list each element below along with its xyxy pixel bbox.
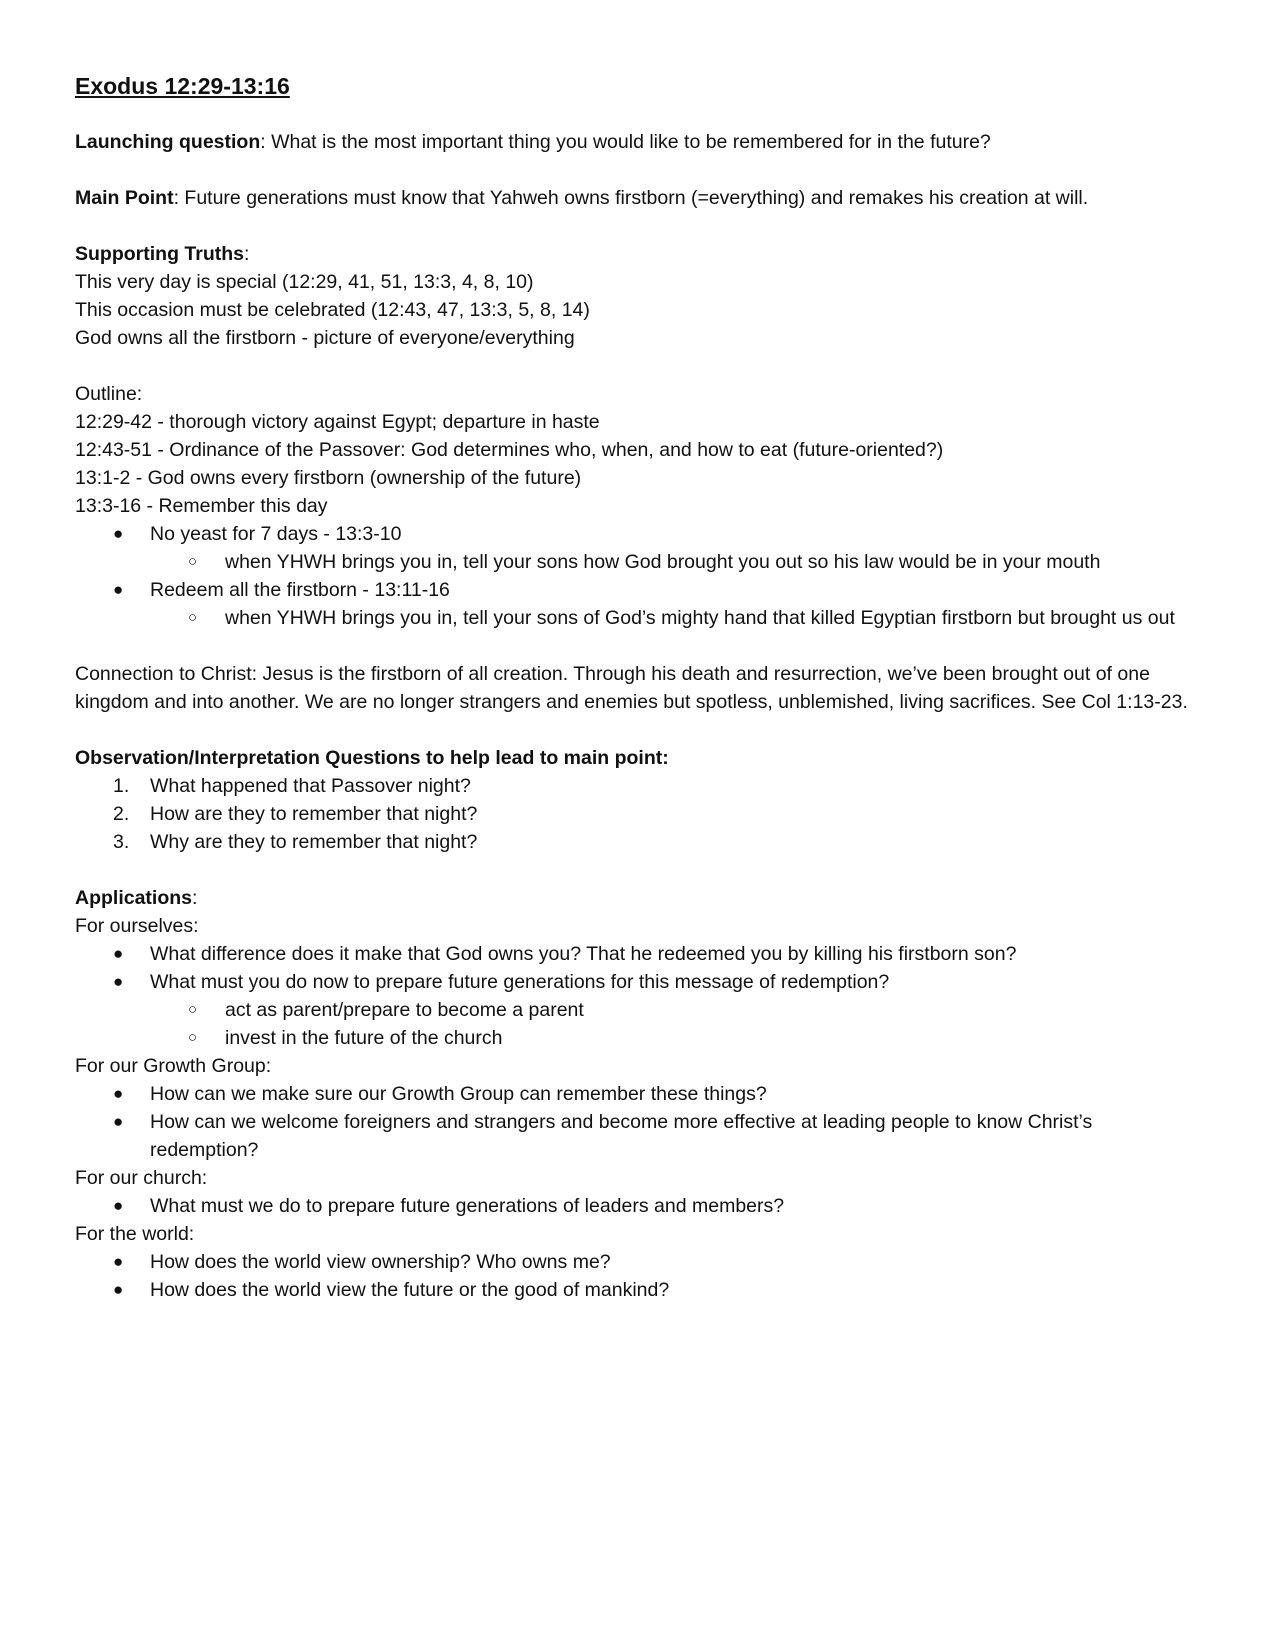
list-item-text: How can we make sure our Growth Group can remember these things?	[150, 1083, 767, 1105]
list-item-text: How does the world view ownership? Who owns me?	[150, 1251, 611, 1273]
main-point	[75, 184, 1205, 212]
list-item	[75, 1276, 1205, 1304]
list-item	[75, 1248, 1205, 1276]
supporting-truths	[75, 240, 1205, 352]
list-item	[75, 1108, 1205, 1164]
supporting-truth-line: This very day is special (12:29, 41, 51, 13:3, 4, 8, 10)	[75, 271, 534, 293]
main-point-label: Main Point	[75, 187, 174, 209]
bullet-icon: ●	[113, 1196, 124, 1215]
bullet-icon: ●	[113, 1084, 124, 1103]
outline-line: 13:1-2 - God owns every firstborn (ownership of the future)	[75, 467, 582, 489]
numbered-item	[75, 772, 1205, 800]
circle-bullet-icon: ○	[188, 609, 198, 626]
observation-label: Observation/Interpretation Questions to help lead to main point:	[75, 747, 669, 769]
numbered-item	[75, 800, 1205, 828]
list-item-text: How can we welcome foreigners and strangers and become more effective at leading people to know Christ’s redemption?	[150, 1111, 1093, 1161]
main-point-text: : Future generations must know that Yahweh owns firstborn (=everything) and remakes his creation at will.	[173, 187, 1089, 209]
list-item-text: What must you do now to prepare future generations for this message of redemption?	[150, 971, 890, 993]
list-item	[75, 520, 1205, 548]
supporting-truth-line: This occasion must be celebrated (12:43, 47, 13:3, 5, 8, 14)	[75, 299, 590, 321]
list-item-text: How does the world view the future or the good of mankind?	[150, 1279, 670, 1301]
supporting-truths-label: Supporting Truths	[75, 243, 244, 265]
page-title: Exodus 12:29-13:16	[75, 73, 290, 99]
circle-bullet-icon: ○	[188, 1001, 198, 1018]
list-item-text: when YHWH brings you in, tell your sons how God brought you out so his law would be in your mouth	[225, 551, 1101, 573]
list-item	[75, 968, 1205, 996]
list-item	[75, 940, 1205, 968]
outline-line: 13:3-16 - Remember this day	[75, 495, 328, 517]
connection-to-christ: Connection to Christ: Jesus is the firstborn of all creation. Through his death and resurrection, we’ve been brought out of one kingdom and into another. We are no longer strangers and enemies but spotless, unblemished, living sacrifices. See Col 1:13-23.	[75, 663, 1188, 713]
document-page	[75, 70, 1205, 1304]
list-item	[75, 1080, 1205, 1108]
supporting-truth-line: God owns all the firstborn - picture of everyone/everything	[75, 327, 575, 349]
bullet-icon: ●	[113, 944, 124, 963]
list-item	[75, 576, 1205, 604]
applications-colon: :	[192, 887, 198, 909]
outline-line: 12:43-51 - Ordinance of the Passover: God determines who, when, and how to eat (future-oriented?)	[75, 439, 944, 461]
circle-bullet-icon: ○	[188, 1029, 198, 1046]
list-item-text: when YHWH brings you in, tell your sons of God’s mighty hand that killed Egyptian firstborn but brought us out	[225, 607, 1175, 629]
bullet-icon: ●	[113, 524, 124, 543]
applications-section	[75, 884, 1205, 1304]
circle-bullet-icon: ○	[188, 553, 198, 570]
outline-line: 12:29-42 - thorough victory against Egypt; departure in haste	[75, 411, 600, 433]
bullet-icon: ●	[113, 1280, 124, 1299]
outline-section	[75, 380, 1205, 632]
list-item	[75, 996, 1205, 1024]
list-item	[75, 548, 1205, 576]
for-church-label: For our church:	[75, 1167, 208, 1189]
launching-question-label: Launching question	[75, 131, 261, 153]
item-text: Why are they to remember that night?	[150, 831, 478, 853]
item-text: What happened that Passover night?	[150, 775, 471, 797]
bullet-icon: ●	[113, 1112, 124, 1131]
launching-question-text: : What is the most important thing you would like to be remembered for in the future?	[260, 131, 991, 153]
outline-label: Outline:	[75, 383, 143, 405]
item-number: 1.	[113, 775, 130, 797]
bullet-icon: ●	[113, 580, 124, 599]
for-ourselves-label: For ourselves:	[75, 915, 199, 937]
applications-label: Applications	[75, 887, 193, 909]
list-item-text: invest in the future of the church	[225, 1027, 503, 1049]
list-item	[75, 1192, 1205, 1220]
observation-section	[75, 744, 1205, 856]
list-item-text: What difference does it make that God owns you? That he redeemed you by killing his firstborn son?	[150, 943, 1017, 965]
supporting-truths-colon: :	[243, 243, 250, 265]
item-number: 3.	[113, 831, 130, 853]
list-item-text: act as parent/prepare to become a parent	[225, 999, 584, 1021]
for-world-label: For the world:	[75, 1223, 195, 1245]
list-item-text: What must we do to prepare future generations of leaders and members?	[150, 1195, 785, 1217]
bullet-icon: ●	[113, 1252, 124, 1271]
item-text: How are they to remember that night?	[150, 803, 478, 825]
launching-question	[75, 128, 1205, 156]
list-item-text: No yeast for 7 days - 13:3-10	[150, 523, 402, 545]
bullet-icon: ●	[113, 972, 124, 991]
list-item-text: Redeem all the firstborn - 13:11-16	[150, 579, 450, 601]
for-growth-group-label: For our Growth Group:	[75, 1055, 272, 1077]
list-item	[75, 604, 1205, 632]
item-number: 2.	[113, 803, 130, 825]
list-item	[75, 1024, 1205, 1052]
numbered-item	[75, 828, 1205, 856]
